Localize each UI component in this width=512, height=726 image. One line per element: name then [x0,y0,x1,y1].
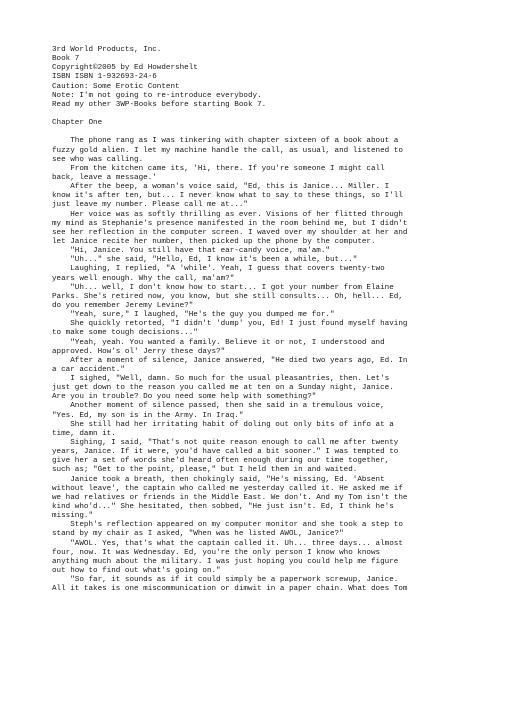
body-line: "AWOL. Yes, that's what the captain called it. Uh... three days... almost [52,539,403,548]
body-line: After the beep, a woman's voice said, "Ed, this is Janice... Miller. I [52,183,390,192]
body-line: to make some tough decisions..." [52,329,198,338]
chapter-title: Chapter One [52,119,103,128]
document-header [52,46,492,110]
body-line: Parks. She's retired now, you know, but she still consults... Oh, hell... Ed, [52,292,403,301]
body-line: "Yeah, sure," I laughed, "He's the guy you dumped me for." [52,311,335,320]
body-line: She still had her irritating habit of doling out only bits of info at a [52,420,394,429]
body-line: out how to find out what's going on." [52,567,221,576]
body-line: Sighing, I said, "That's not quite reason enough to call me after twenty [52,439,399,448]
body-line: Are you in trouble? Do you need some help with something?" [52,393,317,402]
body-line: "Yes. Ed, my son is in the Army. In Iraq." [52,411,244,420]
body-line: my mind as Stephanie's presence manifested in the room behind me, but I didn't [52,219,408,228]
body-line: Janice took a breath, then chokingly said, "He's missing, Ed. 'Absent [52,475,385,484]
document-page [52,46,492,594]
body-line: "Yeah, yeah. You wanted a family. Believe it or not, I understood and [52,338,385,347]
header-line: Book 7 [52,55,80,64]
spacer [52,128,492,137]
body-line: "Uh..." she said, "Hello, Ed, I know it's been a while, but..." [52,256,358,265]
body-line: All it takes is one miscommunication or dimwit in a paper chain. What does Tom [52,585,408,594]
body-line: years, Janice. If it were, you'd have called a bit sooner." I was tempted to [52,448,399,457]
body-line: time, damn it. [52,429,116,438]
body-line: a car accident." [52,365,125,374]
body-line: "So far, it sounds as if it could simply be a paperwork screwup, Janice. [52,576,399,585]
body-line: know it's after ten, but... I never know what to say to these things, so I'll [52,192,403,201]
body-line: After a moment of silence, Janice answered, "He died two years ago, Ed. In [52,356,408,365]
body-line: years well enough. Why the call, ma'am?" [52,274,235,283]
body-line: just get down to the reason you called me at ten on a Sunday night, Janice. [52,384,394,393]
body-line: without leave', the captain who called me yesterday called it. He asked me if [52,484,403,493]
body-line: missing." [52,512,94,521]
body-line: do you remember Jeremy Levine?" [52,301,194,310]
header-line: ISBN ISBN 1-932693-24-6 [52,73,157,82]
body-line: Her voice was as softly thrilling as ever. Visions of her flitted through [52,210,403,219]
body-line: kind who'd..." She hesitated, then sobbed, "He just isn't. Ed, I think he's [52,503,394,512]
body-line: see who was calling. [52,155,144,164]
body-line: back, leave a message.' [52,173,157,182]
body-line: Laughing, I replied, "A 'while'. Yeah, I guess that covers twenty-two [52,265,385,274]
body-line: "Uh... well, I don't know how to start... I got your number from Elaine [52,283,394,292]
header-line: 3rd World Products, Inc. [52,46,162,54]
body-line: approved. How's ol' Jerry these days?" [52,347,226,356]
header-line: Note: I'm not going to re-introduce everybody. [52,91,262,100]
body-line: just leave my number. Please call me at..." [52,201,248,210]
body-line: give her a set of words she'd heard often enough during our time together, [52,457,390,466]
body-line: four, now. It was Wednesday. Ed, you're the only person I know who knows [52,548,381,557]
body-text [52,137,492,594]
body-line: I sighed, "Well, damn. So much for the usual pleasantries, then. Let's [52,375,390,384]
body-line: let Janice recite her number, then picked up the phone by the computer. [52,237,376,246]
body-line: She quickly retorted, "I didn't 'dump' you, Ed! I just found myself having [52,320,408,329]
body-line: fuzzy gold alien. I let my machine handle the call, as usual, and listened to [52,146,403,155]
body-line: From the kitchen came its, 'Hi, there. If you're someone I might call [52,164,385,173]
header-line: Caution: Some Erotic Content [52,82,180,91]
body-line: Steph's reflection appeared on my computer monitor and she took a step to [52,521,403,530]
spacer [52,110,492,119]
header-line: Read my other 3WP-Books before starting Book 7. [52,100,267,109]
body-line: such as; "Get to the point, please," but I held them in and waited. [52,466,358,475]
body-line: we had relatives or friends in the Middle East. We don't. And my Tom isn't the [52,493,408,502]
body-line: Another moment of silence passed, then she said in a tremulous voice, [52,402,385,411]
body-line: anything much about the military. I was just hoping you could help me figure [52,557,399,566]
body-line: "Hi, Janice. You still have that ear-candy voice, ma'am." [52,247,330,256]
body-line: see her reflection in the computer screen. I waved over my shoulder at her and [52,228,408,237]
header-line: Copyright©2005 by Ed Howdershelt [52,64,198,73]
body-line: The phone rang as I was tinkering with chapter sixteen of a book about a [52,137,399,146]
body-line: stand by my chair as I asked, "When was he listed AWOL, Janice?" [52,530,344,539]
